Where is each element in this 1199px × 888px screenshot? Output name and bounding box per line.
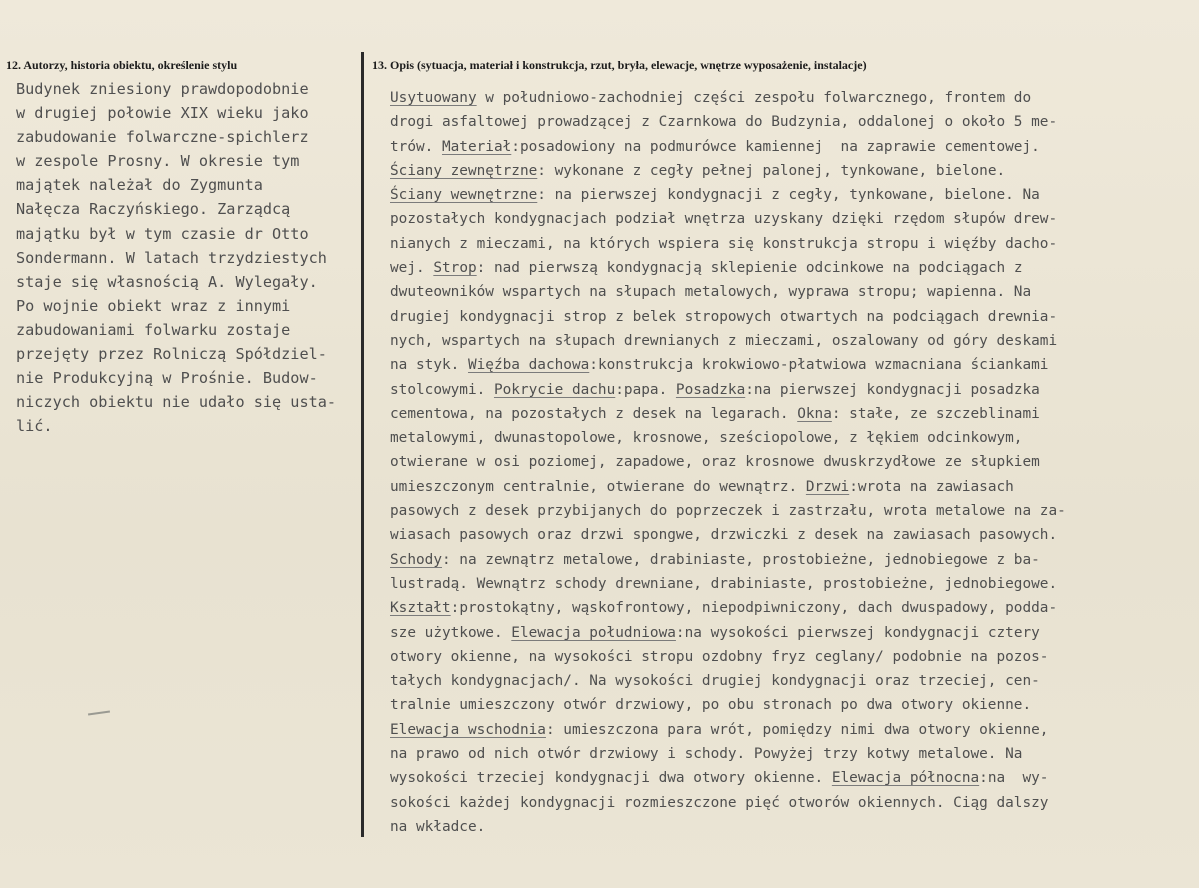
text-line	[390, 207, 1066, 231]
text-segment: nianych z mieczami, na których wspiera się konstrukcja stropu i więźby dacho-	[390, 235, 1058, 252]
text-segment: na prawo od nich otwór drzwiowy i schody. Powyżej trzy kotwy metalowe. Na	[390, 746, 1023, 763]
text-segment: :konstrukcja krokwiowo-płatwiowa wzmacniana ściankami	[589, 357, 1049, 374]
heading-term: Strop	[433, 260, 477, 277]
text-segment: :na pierwszej kondygnacji posadzka	[745, 381, 1040, 398]
text-segment: tralnie umieszczony otwór drzwiowy, po obu stronach po dwa otwory okienne.	[390, 697, 1032, 714]
text-line	[390, 572, 1066, 596]
text-segment: : wykonane z cegły pełnej palonej, tynkowane, bielone.	[537, 162, 1006, 179]
text-line	[390, 742, 1066, 766]
text-line	[390, 815, 1066, 839]
text-line	[390, 548, 1066, 572]
heading-term: Elewacja wschodnia	[390, 721, 546, 738]
text-line: zabudowaniami folwarku zostaje	[16, 320, 291, 339]
text-segment: na wkładce.	[390, 818, 486, 835]
text-segment: pozostałych kondygnacjach podział wnętrza uzyskany dzięki rzędom słupów drew-	[390, 211, 1058, 228]
heading-term: Elewacja południowa	[511, 624, 676, 641]
text-line: zabudowanie folwarczne-spichlerz	[16, 128, 309, 147]
text-segment: w południowo-zachodniej części zespołu folwarcznego, frontem do	[476, 90, 1032, 106]
text-line	[390, 621, 1066, 645]
heading-term: Schody	[390, 551, 442, 568]
text-line: Budynek zniesiony prawdopodobnie	[16, 80, 309, 98]
text-line	[390, 159, 1066, 183]
text-segment: wysokości trzeciej kondygnacji dwa otwory okienne.	[390, 770, 832, 787]
text-segment: umieszczonym centralnie, otwierane do wewnątrz.	[390, 478, 806, 495]
text-line: w zespole Prosny. W okresie tym	[16, 152, 300, 171]
text-line	[390, 135, 1066, 159]
text-line	[390, 353, 1066, 377]
text-line: majątku był w tym czasie dr Otto	[16, 224, 309, 243]
text-segment: :wrota na zawiasach	[849, 478, 1014, 495]
text-line	[390, 596, 1066, 620]
text-segment: wiasach pasowych oraz drzwi spongwe, drzwiczki z desek na zawiasach pasowych.	[390, 527, 1058, 544]
text-line	[390, 378, 1066, 402]
text-segment: : nad pierwszą kondygnacją sklepienie odcinkowe na podciągach z	[476, 260, 1023, 277]
text-line	[390, 523, 1066, 547]
text-segment: :papa.	[615, 381, 676, 398]
text-segment: sokości każdej kondygnacji rozmieszczone pięć otworów okiennych. Ciąg dalszy	[390, 794, 1049, 811]
text-segment: lustradą. Wewnątrz schody drewniane, drabiniaste, prostobieżne, jednobiegowe.	[390, 575, 1058, 592]
text-line	[390, 669, 1066, 693]
text-segment: na styk.	[390, 357, 468, 374]
heading-term: Usytuowany	[390, 90, 477, 106]
text-segment: :posadowiony na podmurówce kamiennej na zaprawie cementowej.	[511, 138, 1040, 155]
text-line: niczych obiektu nie udało się usta-	[16, 393, 337, 412]
text-line	[390, 693, 1066, 717]
text-segment: dwuteowników wspartych na słupach metalowych, wyprawa stropu; wapienna. Na	[390, 284, 1032, 301]
text-line	[390, 256, 1066, 280]
heading-term: Materiał	[441, 138, 512, 155]
text-line: przejęty przez Rolniczą Spółdziel-	[16, 345, 327, 364]
text-line	[390, 329, 1066, 353]
text-line	[390, 86, 1066, 110]
heading-term: Ściany zewnętrzne	[390, 162, 538, 179]
text-segment: : umieszczona para wrót, pomiędzy nimi dwa otwory okienne,	[545, 721, 1049, 738]
heading-term: Ściany wewnętrzne	[390, 187, 538, 204]
section-13-header: 13. Opis (sytuacja, materiał i konstrukcja, rzut, bryła, elewacje, wnętrze wyposażenie, instalacje)	[372, 58, 867, 72]
history-text	[16, 77, 336, 438]
text-line	[390, 475, 1066, 499]
text-segment: sze użytkowe.	[390, 624, 512, 641]
text-line: Nałęcza Raczyńskiego. Zarządcą	[16, 200, 291, 219]
heading-term: Posadzka	[675, 381, 746, 398]
heading-term: Okna	[797, 405, 832, 422]
text-line	[390, 183, 1066, 207]
text-segment: drogi asfaltowej prowadzącej z Czarnkowa do Budzynia, oddalonej o około 5 me-	[390, 114, 1058, 131]
column-divider	[361, 52, 364, 837]
text-line	[390, 426, 1066, 450]
text-line: Sondermann. W latach trzydziestych	[16, 248, 327, 267]
text-segment: pasowych z desek przybijanych do poprzeczek i zastrzału, wrota metalowe na za-	[390, 503, 1066, 520]
text-line	[390, 645, 1066, 669]
text-segment: otwory okienne, na wysokości stropu ozdobny fryz ceglany/ podobnie na pozos-	[390, 648, 1049, 665]
text-line: lić.	[16, 417, 53, 436]
text-segment: trów.	[390, 138, 442, 155]
text-segment: :prostokątny, wąskofrontowy, niepodpiwniczony, dach dwuspadowy, podda-	[450, 600, 1058, 617]
text-segment: : na zewnątrz metalowe, drabiniaste, prostobieżne, jednobiegowe z ba-	[441, 551, 1040, 568]
text-line	[390, 499, 1066, 523]
text-segment: tałych kondygnacjach/. Na wysokości drugiej kondygnacji oraz trzeciej, cen-	[390, 673, 1040, 690]
heading-term: Pokrycie dachu	[493, 381, 616, 398]
heading-term: Kształt	[390, 600, 451, 617]
heading-term: Drzwi	[805, 478, 850, 495]
text-segment: :na wysokości pierwszej kondygnacji cztery	[675, 624, 1040, 641]
text-line	[390, 305, 1066, 329]
text-segment: wej.	[390, 260, 434, 277]
text-line	[390, 766, 1066, 790]
text-line: nie Produkcyjną w Prośnie. Budow-	[16, 369, 318, 388]
text-line	[390, 232, 1066, 256]
text-line	[390, 450, 1066, 474]
text-line	[390, 402, 1066, 426]
heading-term: Elewacja północna	[831, 770, 980, 787]
text-line: w drugiej połowie XIX wieku jako	[16, 104, 309, 123]
pencil-mark	[88, 710, 110, 715]
text-line: majątek należał do Zygmunta	[16, 176, 263, 195]
text-segment: metalowymi, dwunastopolowe, krosnowe, sześciopolowe, z łękiem odcinkowym,	[390, 430, 1023, 447]
text-line	[390, 110, 1066, 134]
text-segment: stolcowymi.	[390, 381, 494, 398]
text-line: staje się własnością A. Wylegały.	[16, 272, 318, 291]
text-segment: drugiej kondygnacji strop z belek stropowych otwartych na podciągach drewnia-	[390, 308, 1058, 325]
text-segment: otwierane w osi poziomej, zapadowe, oraz krosnowe dwuskrzydłowe ze słupkiem	[390, 454, 1040, 471]
text-line: Po wojnie obiekt wraz z innymi	[16, 296, 291, 315]
text-line	[390, 718, 1066, 742]
text-segment: :na wy-	[979, 770, 1049, 787]
text-segment: : na pierwszej kondygnacji z cegły, tynkowane, bielone. Na	[537, 187, 1040, 204]
section-12-header: 12. Autorzy, historia obiektu, określenie stylu	[6, 58, 238, 72]
text-segment: nych, wspartych na słupach drewnianych z mieczami, oszalowany od góry deskami	[390, 332, 1058, 349]
text-line	[390, 280, 1066, 304]
text-segment: : stałe, ze szczeblinami	[831, 405, 1040, 422]
text-line	[390, 791, 1066, 815]
description-text	[390, 86, 1066, 839]
heading-term: Więźba dachowa	[467, 357, 590, 374]
text-segment: cementowa, na pozostałych z desek na legarach.	[390, 405, 798, 422]
